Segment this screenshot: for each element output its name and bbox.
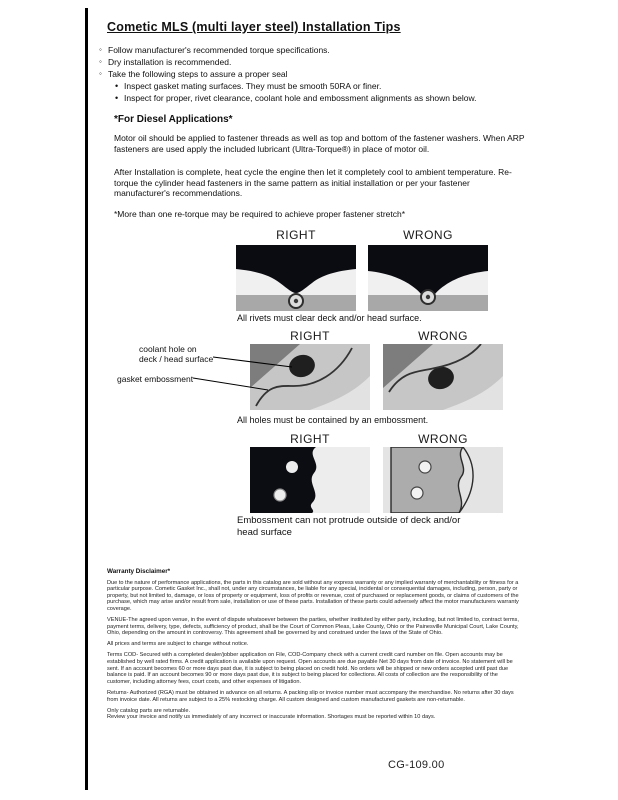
tip-text: Inspect for proper, rivet clearance, coolant hole and embossment alignments as shown below.: [124, 93, 477, 103]
open-bullet-icon: ◦: [99, 57, 102, 66]
rivet-diagram-right: [236, 245, 356, 311]
embossment-diagram-right: [250, 344, 370, 410]
tip-text: Take the following steps to assure a proper seal: [108, 69, 288, 79]
warranty-paragraph: Only catalog parts are returnable.: [107, 707, 191, 714]
protrusion-right-illustration: [250, 447, 370, 513]
warranty-paragraph: All prices and terms are subject to change without notice.: [107, 641, 249, 648]
rivet-right-illustration: [236, 245, 356, 311]
protrusion-diagram-wrong: [383, 447, 503, 513]
warranty-paragraph: Terms COD- Secured with a completed dealer/jobber application on File, COD-Company check with a current credit card number on file. Open accounts may be established by well rated firms. A credit application is available upon request. Open accounts are due payable Net 30 days from date of invoice. No statement will be sent. If an account becomes 60 or more days past due, it is subject to being placed on credit hold. No orders will be shipped or new orders accepted until past due balance is paid. If an account becomes 90 or more days past due, it is subject to being placed for collections. All costs of collection are the responsibility of the customer, including attorney fees, court costs, and other expenses of litigation.: [107, 652, 513, 685]
warranty-disclaimer: [107, 569, 521, 721]
tip-text: Follow manufacturer's recommended torque specifications.: [108, 45, 330, 55]
coolant-hole-label-line1: coolant hole on: [139, 344, 197, 354]
warranty-paragraph: VENUE-The agreed upon venue, in the event of dispute whatsoever between the parties, whether instituted by either party, including, but not limited to, contract terms, payment terms, delivery, type, defects, sufficiency of product, shall be the Court of Common Pleas, Lake County, Ohio or the Painesville Municipal Court, Lake County, Ohio, depending on the amount in controversy. This agreement shall be governed by and construed under the laws of the State of Ohio.: [107, 617, 519, 637]
list-item: [99, 44, 519, 56]
page-left-rule: [85, 8, 88, 790]
protrusion-diagram-right: [250, 447, 370, 513]
tip-text: Dry installation is recommended.: [108, 57, 232, 67]
warranty-paragraph: Returns- Authorized (RGA) must be obtained in advance on all returns. A packing slip or invoice number must accompany the merchandise. No returns after 30 days from invoice date. All returns are subject to a 25% restocking charge. All custom designed and custom manufactured gaskets are non-returnable.: [107, 689, 514, 703]
protrusion-wrong-illustration: [383, 447, 503, 513]
warranty-paragraph: Review your invoice and notify us immediately of any incorrect or inaccurate information. Shortages must be reported within 10 days.: [107, 714, 436, 721]
warranty-paragraph: Due to the nature of performance applications, the parts in this catalog are sold without any express warranty or any implied warranty of merchantability or fitness for a particular purpose. Cometic Gasket Inc., shall not, under any circumstances, be liable for any special, incidental or consequential damages, including, person, party or property, but not limited to, damage, or loss of property or equipment, loss of profits or revenue, cost of purchased or replacement goods, or claims of customers of the purchase, which may arise and/or result from sale, installation or use of these parts. Installation of these parts could adversely affect the motor manufacturers warranty coverage.: [107, 579, 519, 612]
filled-bullet-icon: •: [115, 81, 119, 91]
coolant-hole-label-line2: deck / head surface: [139, 354, 214, 364]
list-item: [99, 56, 519, 68]
embossment-diagram-wrong: [383, 344, 503, 410]
wrong-label: WRONG: [418, 432, 468, 446]
diesel-paragraph-1: Motor oil should be applied to fastener threads as well as top and bottom of the fastener washers. When ARP fasteners are used apply the included lubricant (Ultra-Torque®) in place of motor oil.: [114, 133, 525, 154]
right-label: RIGHT: [290, 329, 330, 343]
diesel-applications-heading: *For Diesel Applications*: [114, 114, 233, 125]
catalog-page-number: CG-109.00: [388, 759, 445, 771]
list-item: [115, 80, 519, 92]
open-bullet-icon: ◦: [99, 45, 102, 54]
right-label: RIGHT: [290, 432, 330, 446]
right-label: RIGHT: [276, 228, 316, 242]
list-item: [115, 92, 519, 104]
rivet-diagram-wrong: [368, 245, 488, 311]
tip-text: Inspect gasket mating surfaces. They must be smooth 50RA or finer.: [124, 81, 382, 91]
diesel-paragraph-2: After Installation is complete, heat cycle the engine then let it completely cool to ambient temperature. Re-torque the cylinder head fasteners in the same pattern as initial installation or per your fastener manufacturer's recommendations.: [114, 167, 512, 198]
gasket-embossment-label: gasket embossment: [117, 374, 194, 384]
warranty-heading: Warranty Disclaimer*: [107, 568, 171, 575]
retorque-note: *More than one re-torque may be required to achieve proper fastener stretch*: [114, 209, 406, 219]
embossment-caption: All holes must be contained by an embossment.: [237, 415, 429, 425]
wrong-label: WRONG: [418, 329, 468, 343]
coolant-hole-label: [139, 344, 213, 364]
open-bullet-icon: ◦: [99, 69, 102, 78]
page-title: Cometic MLS (multi layer steel) Installation Tips: [107, 20, 401, 34]
filled-bullet-icon: •: [115, 93, 119, 103]
list-item: [99, 68, 519, 80]
embossment-wrong-illustration: [383, 344, 503, 410]
embossment-right-illustration: [250, 344, 370, 410]
wrong-label: WRONG: [403, 228, 453, 242]
rivet-caption: All rivets must clear deck and/or head surface.: [237, 313, 422, 323]
rivet-wrong-illustration: [368, 245, 488, 311]
protrusion-caption: Embossment can not protrude outside of deck and/or head surface: [237, 515, 461, 538]
installation-tips-list: [99, 44, 519, 104]
